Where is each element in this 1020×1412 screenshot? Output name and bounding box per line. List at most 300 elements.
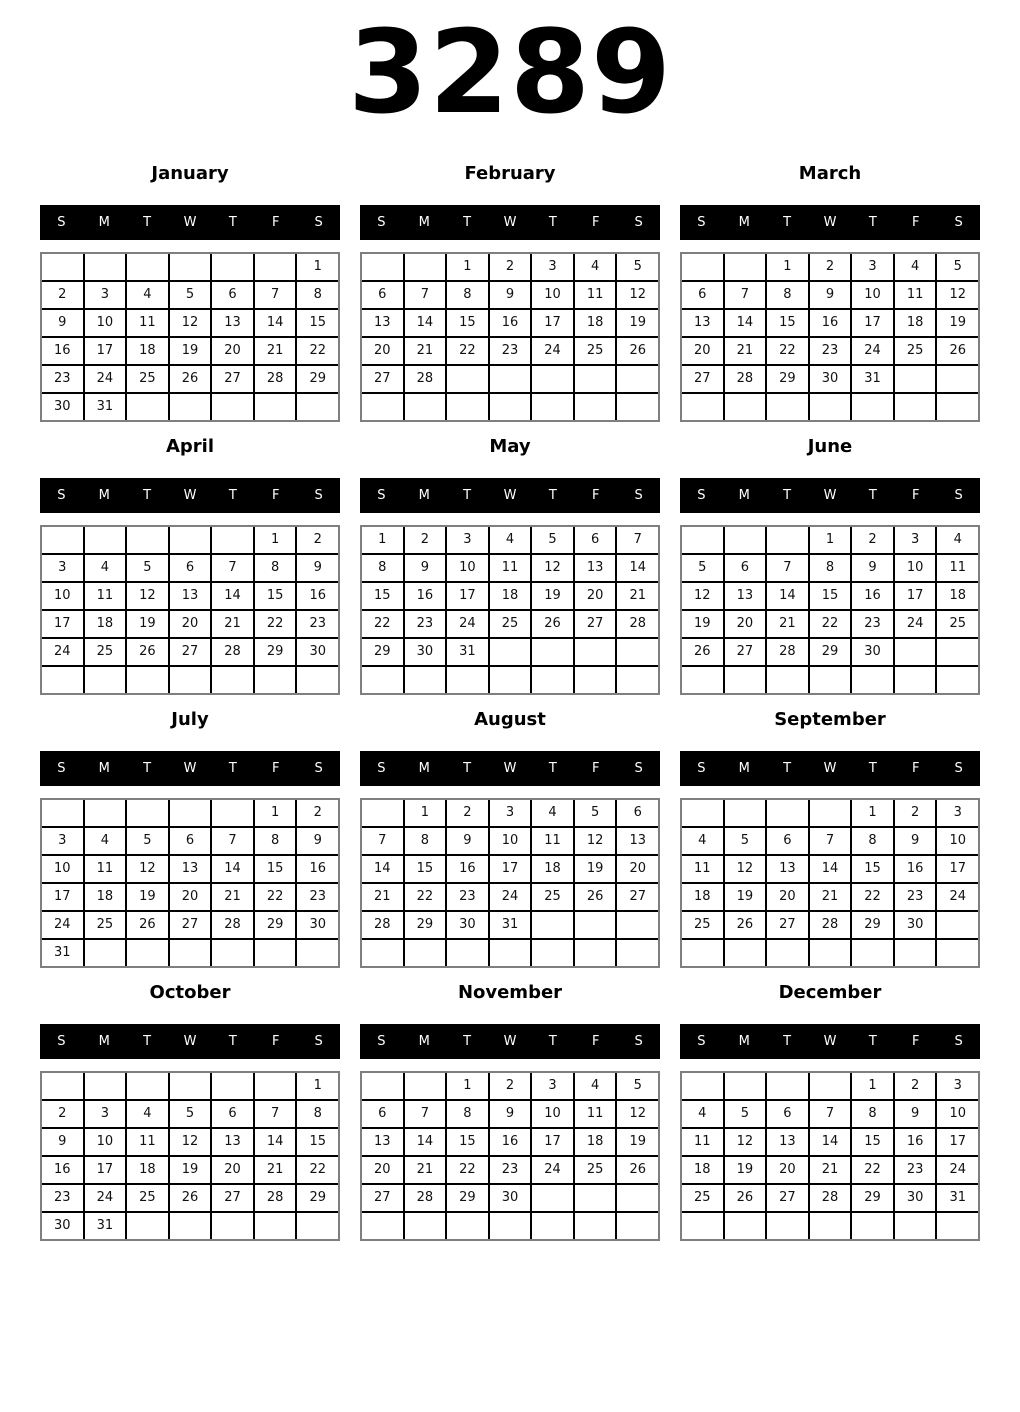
day-cell: 25 (895, 338, 936, 364)
days-grid-border (40, 525, 340, 695)
weekday-label: M (418, 214, 430, 230)
day-cell: 10 (85, 310, 126, 336)
day-cell: 27 (682, 366, 723, 392)
day-cell-empty (85, 1073, 126, 1099)
weekday-label: W (183, 487, 197, 503)
weekday-label: M (738, 487, 750, 503)
day-cell: 15 (255, 583, 296, 609)
weekday-label: S (634, 760, 643, 776)
day-cell: 22 (362, 611, 403, 637)
day-cell: 8 (447, 1101, 488, 1127)
day-cell: 9 (490, 1101, 531, 1127)
day-cell-empty (170, 667, 211, 693)
day-cell: 24 (447, 611, 488, 637)
day-cell: 13 (682, 310, 723, 336)
day-cell: 17 (490, 856, 531, 882)
day-cell-empty (362, 1073, 403, 1099)
day-cell: 16 (297, 583, 338, 609)
day-cell: 17 (852, 310, 893, 336)
day-cell-empty (767, 527, 808, 553)
day-cell: 17 (937, 856, 978, 882)
day-cell-empty (127, 254, 168, 280)
weekday-label: T (228, 760, 237, 776)
weekday-label: T (783, 1033, 792, 1049)
weekday-label: S (697, 1033, 706, 1049)
day-cell: 20 (767, 1157, 808, 1183)
day-cell: 5 (725, 1101, 766, 1127)
day-cell: 6 (362, 282, 403, 308)
days-grid-border (40, 798, 340, 968)
day-cell: 29 (362, 639, 403, 665)
day-cell: 10 (532, 282, 573, 308)
day-cell: 3 (42, 828, 83, 854)
day-cell: 25 (682, 1185, 723, 1211)
month-title-september: September (774, 708, 886, 730)
day-cell: 28 (617, 611, 658, 637)
days-grid-border (680, 252, 980, 422)
day-cell: 27 (362, 366, 403, 392)
day-cell: 29 (297, 366, 338, 392)
weekday-label: S (57, 214, 66, 230)
day-cell: 25 (575, 338, 616, 364)
day-cell: 30 (852, 639, 893, 665)
day-cell-empty (682, 1073, 723, 1099)
weekday-label: S (697, 487, 706, 503)
day-cell: 7 (362, 828, 403, 854)
day-cell-empty (767, 394, 808, 420)
day-cell: 27 (170, 912, 211, 938)
day-cell: 24 (937, 884, 978, 910)
day-cell: 7 (767, 555, 808, 581)
day-cell: 26 (170, 1185, 211, 1211)
day-cell: 28 (767, 639, 808, 665)
day-cell: 15 (405, 856, 446, 882)
day-cell-empty (85, 667, 126, 693)
day-cell-empty (725, 1073, 766, 1099)
day-cell: 6 (725, 555, 766, 581)
day-cell: 21 (810, 884, 851, 910)
day-cell-empty (937, 667, 978, 693)
months-grid (0, 163, 1020, 1241)
day-cell-empty (532, 1185, 573, 1211)
weekday-label: T (463, 487, 472, 503)
day-cell: 17 (937, 1129, 978, 1155)
day-cell: 29 (297, 1185, 338, 1211)
day-cell: 1 (767, 254, 808, 280)
day-cell: 20 (682, 338, 723, 364)
day-cell: 22 (255, 611, 296, 637)
day-cell-empty (405, 1213, 446, 1239)
day-cell: 2 (895, 1073, 936, 1099)
day-cell: 1 (447, 254, 488, 280)
day-cell: 22 (767, 338, 808, 364)
day-cell: 22 (447, 1157, 488, 1183)
day-cell: 4 (490, 527, 531, 553)
day-cell: 12 (127, 856, 168, 882)
day-cell-empty (767, 940, 808, 966)
day-cell: 21 (362, 884, 403, 910)
day-cell: 8 (362, 555, 403, 581)
weekday-header-bar (360, 478, 660, 513)
day-cell: 21 (212, 884, 253, 910)
day-cell-empty (490, 1213, 531, 1239)
day-cell: 23 (810, 338, 851, 364)
day-cell-empty (810, 1213, 851, 1239)
day-cell: 13 (212, 1129, 253, 1155)
weekday-header-bar (680, 751, 980, 786)
day-cell-empty (617, 366, 658, 392)
day-cell-empty (575, 1213, 616, 1239)
day-cell: 14 (362, 856, 403, 882)
day-cell-empty (127, 940, 168, 966)
day-cell: 14 (405, 310, 446, 336)
day-cell: 12 (617, 1101, 658, 1127)
day-cell: 5 (682, 555, 723, 581)
day-cell: 7 (212, 555, 253, 581)
day-cell: 21 (725, 338, 766, 364)
day-cell: 30 (405, 639, 446, 665)
day-cell: 19 (127, 884, 168, 910)
day-cell-empty (255, 1073, 296, 1099)
day-cell-empty (255, 667, 296, 693)
weekday-label: S (954, 760, 963, 776)
day-cell: 31 (490, 912, 531, 938)
day-cell: 19 (682, 611, 723, 637)
weekday-label: M (98, 1033, 110, 1049)
day-cell: 5 (617, 254, 658, 280)
day-cell: 19 (170, 1157, 211, 1183)
day-cell-empty (490, 394, 531, 420)
weekday-label: T (868, 760, 877, 776)
day-cell-empty (810, 667, 851, 693)
day-cell: 27 (767, 1185, 808, 1211)
weekday-header-bar (360, 751, 660, 786)
day-cell: 6 (575, 527, 616, 553)
day-cell-empty (937, 639, 978, 665)
day-cell: 18 (682, 884, 723, 910)
day-cell: 24 (85, 1185, 126, 1211)
day-cell: 1 (852, 1073, 893, 1099)
day-cell-empty (362, 800, 403, 826)
day-cell: 23 (895, 1157, 936, 1183)
day-cell-empty (937, 940, 978, 966)
weekday-label: S (954, 487, 963, 503)
day-cell: 8 (810, 555, 851, 581)
day-cell: 6 (170, 828, 211, 854)
day-cell-empty (937, 1213, 978, 1239)
weekday-label: W (823, 487, 837, 503)
day-cell: 19 (575, 856, 616, 882)
weekday-label: T (228, 214, 237, 230)
day-cell: 20 (212, 1157, 253, 1183)
day-cell-empty (297, 667, 338, 693)
day-cell: 22 (810, 611, 851, 637)
weekday-label: F (271, 487, 280, 503)
days-grid-border (40, 1071, 340, 1241)
day-cell: 11 (85, 856, 126, 882)
day-cell: 25 (532, 884, 573, 910)
day-cell-empty (212, 940, 253, 966)
day-cell: 18 (682, 1157, 723, 1183)
weekday-label: S (697, 760, 706, 776)
day-cell: 30 (42, 1213, 83, 1239)
day-cell: 28 (212, 639, 253, 665)
day-cell: 19 (532, 583, 573, 609)
day-cell: 9 (297, 828, 338, 854)
day-cell: 17 (895, 583, 936, 609)
day-cell-empty (42, 800, 83, 826)
days-grid (362, 254, 658, 420)
day-cell-empty (810, 940, 851, 966)
day-cell: 18 (490, 583, 531, 609)
day-cell-empty (170, 800, 211, 826)
days-grid-border (680, 1071, 980, 1241)
day-cell: 27 (767, 912, 808, 938)
day-cell: 12 (682, 583, 723, 609)
day-cell-empty (490, 366, 531, 392)
day-cell: 8 (405, 828, 446, 854)
day-cell: 18 (532, 856, 573, 882)
day-cell-empty (212, 527, 253, 553)
weekday-label: W (823, 760, 837, 776)
day-cell: 16 (297, 856, 338, 882)
day-cell-empty (617, 394, 658, 420)
day-cell: 29 (255, 912, 296, 938)
month-block-june (680, 436, 980, 695)
day-cell: 28 (810, 912, 851, 938)
weekday-label: S (634, 214, 643, 230)
day-cell-empty (617, 667, 658, 693)
day-cell-empty (212, 800, 253, 826)
day-cell: 22 (297, 338, 338, 364)
day-cell-empty (575, 366, 616, 392)
weekday-label: T (463, 1033, 472, 1049)
day-cell: 17 (85, 1157, 126, 1183)
month-title-november: November (457, 981, 563, 1003)
day-cell: 19 (617, 1129, 658, 1155)
day-cell-empty (127, 800, 168, 826)
day-cell-empty (297, 394, 338, 420)
weekday-header-bar (40, 478, 340, 513)
day-cell: 12 (937, 282, 978, 308)
day-cell-empty (767, 1213, 808, 1239)
day-cell: 10 (937, 1101, 978, 1127)
day-cell-empty (170, 254, 211, 280)
day-cell: 5 (937, 254, 978, 280)
day-cell: 28 (362, 912, 403, 938)
day-cell: 15 (447, 310, 488, 336)
month-block-september (680, 709, 980, 968)
day-cell: 11 (575, 282, 616, 308)
day-cell: 12 (127, 583, 168, 609)
day-cell-empty (725, 667, 766, 693)
weekday-label: T (463, 214, 472, 230)
day-cell: 29 (852, 1185, 893, 1211)
day-cell: 18 (127, 338, 168, 364)
day-cell: 7 (810, 828, 851, 854)
weekday-label: S (697, 214, 706, 230)
day-cell: 5 (170, 1101, 211, 1127)
weekday-label: S (57, 487, 66, 503)
day-cell-empty (212, 254, 253, 280)
day-cell: 6 (170, 555, 211, 581)
day-cell: 2 (490, 254, 531, 280)
day-cell: 28 (212, 912, 253, 938)
day-cell: 16 (852, 583, 893, 609)
day-cell: 11 (127, 310, 168, 336)
day-cell: 23 (490, 1157, 531, 1183)
day-cell: 6 (767, 1101, 808, 1127)
day-cell: 12 (617, 282, 658, 308)
day-cell: 30 (810, 366, 851, 392)
day-cell: 17 (42, 884, 83, 910)
weekday-label: M (738, 760, 750, 776)
year-title: 3289 (347, 6, 673, 140)
day-cell: 16 (42, 1157, 83, 1183)
weekday-label: T (548, 487, 557, 503)
day-cell: 22 (297, 1157, 338, 1183)
day-cell: 14 (810, 1129, 851, 1155)
day-cell: 7 (725, 282, 766, 308)
day-cell-empty (447, 667, 488, 693)
day-cell-empty (405, 1073, 446, 1099)
day-cell-empty (532, 912, 573, 938)
day-cell: 18 (85, 884, 126, 910)
day-cell: 14 (617, 555, 658, 581)
day-cell: 28 (405, 1185, 446, 1211)
weekday-label: S (314, 760, 323, 776)
day-cell: 22 (852, 1157, 893, 1183)
day-cell: 18 (895, 310, 936, 336)
weekday-label: T (228, 487, 237, 503)
day-cell: 25 (490, 611, 531, 637)
day-cell: 3 (490, 800, 531, 826)
day-cell: 22 (852, 884, 893, 910)
day-cell: 29 (255, 639, 296, 665)
day-cell: 4 (532, 800, 573, 826)
weekday-label: T (463, 760, 472, 776)
day-cell: 6 (212, 282, 253, 308)
day-cell: 13 (362, 1129, 403, 1155)
day-cell: 5 (617, 1073, 658, 1099)
day-cell-empty (682, 940, 723, 966)
weekday-label: S (954, 1033, 963, 1049)
weekday-label: T (228, 1033, 237, 1049)
day-cell-empty (127, 527, 168, 553)
day-cell-empty (85, 254, 126, 280)
weekday-label: F (911, 487, 920, 503)
day-cell: 6 (617, 800, 658, 826)
day-cell-empty (447, 366, 488, 392)
day-cell: 11 (532, 828, 573, 854)
day-cell: 28 (255, 1185, 296, 1211)
month-block-november (360, 982, 660, 1241)
day-cell-empty (362, 254, 403, 280)
day-cell-empty (682, 254, 723, 280)
day-cell-empty (682, 394, 723, 420)
day-cell: 5 (532, 527, 573, 553)
day-cell: 6 (767, 828, 808, 854)
month-block-august (360, 709, 660, 968)
day-cell: 18 (575, 310, 616, 336)
day-cell: 14 (255, 1129, 296, 1155)
day-cell-empty (447, 1213, 488, 1239)
days-grid-border (680, 525, 980, 695)
day-cell-empty (42, 1073, 83, 1099)
day-cell: 23 (42, 1185, 83, 1211)
day-cell-empty (725, 800, 766, 826)
day-cell: 24 (852, 338, 893, 364)
day-cell-empty (852, 394, 893, 420)
day-cell: 6 (212, 1101, 253, 1127)
day-cell: 4 (937, 527, 978, 553)
day-cell: 11 (85, 583, 126, 609)
weekday-label: F (591, 487, 600, 503)
day-cell-empty (362, 667, 403, 693)
day-cell: 14 (725, 310, 766, 336)
day-cell: 15 (297, 1129, 338, 1155)
weekday-label: T (868, 214, 877, 230)
day-cell: 19 (725, 1157, 766, 1183)
day-cell-empty (170, 527, 211, 553)
day-cell: 17 (42, 611, 83, 637)
weekday-label: M (418, 1033, 430, 1049)
day-cell: 13 (362, 310, 403, 336)
weekday-label: F (271, 760, 280, 776)
month-block-january (40, 163, 340, 422)
day-cell: 26 (170, 366, 211, 392)
days-grid (682, 800, 978, 966)
days-grid (682, 254, 978, 420)
day-cell: 8 (447, 282, 488, 308)
day-cell: 24 (85, 366, 126, 392)
day-cell: 29 (810, 639, 851, 665)
day-cell-empty (617, 940, 658, 966)
day-cell: 26 (682, 639, 723, 665)
day-cell: 14 (212, 583, 253, 609)
month-block-october (40, 982, 340, 1241)
day-cell-empty (212, 394, 253, 420)
day-cell-empty (42, 254, 83, 280)
day-cell: 28 (255, 366, 296, 392)
weekday-label: M (418, 760, 430, 776)
day-cell: 2 (297, 527, 338, 553)
day-cell: 21 (255, 1157, 296, 1183)
day-cell: 4 (682, 828, 723, 854)
day-cell: 18 (85, 611, 126, 637)
weekday-label: S (377, 760, 386, 776)
day-cell-empty (405, 254, 446, 280)
day-cell: 11 (682, 1129, 723, 1155)
day-cell: 21 (212, 611, 253, 637)
day-cell: 5 (127, 828, 168, 854)
day-cell: 9 (297, 555, 338, 581)
day-cell: 8 (852, 828, 893, 854)
month-title-april: April (165, 435, 215, 457)
day-cell: 25 (85, 912, 126, 938)
day-cell: 17 (447, 583, 488, 609)
day-cell-empty (725, 940, 766, 966)
weekday-header-bar (40, 751, 340, 786)
day-cell: 10 (42, 583, 83, 609)
day-cell: 22 (447, 338, 488, 364)
day-cell: 10 (490, 828, 531, 854)
day-cell: 3 (85, 1101, 126, 1127)
day-cell: 30 (297, 912, 338, 938)
day-cell: 8 (255, 555, 296, 581)
day-cell: 30 (895, 912, 936, 938)
day-cell: 2 (810, 254, 851, 280)
